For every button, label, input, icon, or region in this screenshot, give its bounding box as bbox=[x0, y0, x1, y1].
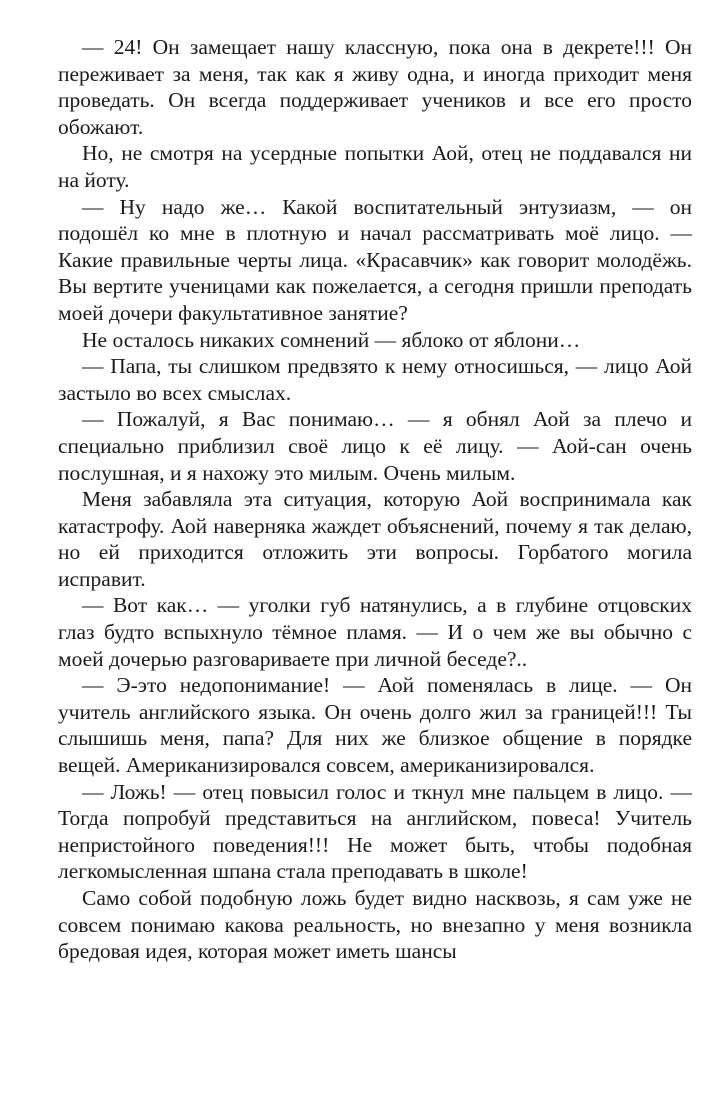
paragraph: — Ну надо же… Какой воспитательный энтузиазм, — он подошёл ко мне в плотную и начал рассматривать моё лицо. — Какие правильные черты лица. «Красавчик» как говорит молодёжь. Вы вертите ученицами как пожелается, а сегодня пришли преподать моей дочери факультативное занятие? bbox=[58, 194, 692, 325]
paragraph: — Э-это недопонимание! — Аой поменялась в лице. — Он учитель английского языка. Он очень долго жил за границей!!! Ты слышишь меня, папа? Для них же близкое общение в порядке вещей. Американизировался совсем, американизировался. bbox=[58, 673, 692, 778]
paragraph: Меня забавляла эта ситуация, которую Аой воспринимала как катастрофу. Аой наверняка жаждет объяснений, почему я так делаю, но ей приходится отложить эти вопросы. Горбатого могила исправит. bbox=[58, 487, 692, 591]
paragraph: — Папа, ты слишком предвзято к нему относишься, — лицо Аой застыло во всех смыслах. bbox=[58, 354, 692, 405]
paragraph: Само собой подобную ложь будет видно насквозь, я сам уже не совсем понимаю какова реальность, но внезапно у меня возникла бредовая идея, которая может иметь шансы bbox=[58, 886, 692, 964]
book-page-text bbox=[58, 34, 692, 965]
paragraph: — Ложь! — отец повысил голос и ткнул мне пальцем в лицо. — Тогда попробуй представиться на английском, повеса! Учитель непристойного поведения!!! Не может быть, чтобы подобная легкомысленная шпана стала преподавать в школе! bbox=[58, 779, 692, 884]
paragraph: — Вот как… — уголки губ натянулись, а в глубине отцовских глаз будто вспыхнуло тёмное пламя. — И о чем же вы обычно с моей дочерью разговариваете при личной беседе?.. bbox=[58, 593, 692, 671]
paragraph: — Пожалуй, я Вас понимаю… — я обнял Аой за плечо и специально приблизил своё лицо к её лицу. — Аой-сан очень послушная, и я нахожу это милым. Очень милым. bbox=[58, 407, 692, 485]
paragraph: — 24! Он замещает нашу классную, пока она в декрете!!! Он переживает за меня, так как я живу одна, и иногда приходит меня проведать. Он всегда поддерживает учеников и все его просто обожают. bbox=[58, 35, 692, 139]
paragraph: Не осталось никаких сомнений — яблоко от яблони… bbox=[82, 327, 581, 352]
paragraph: Но, не смотря на усердные попытки Аой, отец не поддавался ни на йоту. bbox=[58, 141, 692, 192]
